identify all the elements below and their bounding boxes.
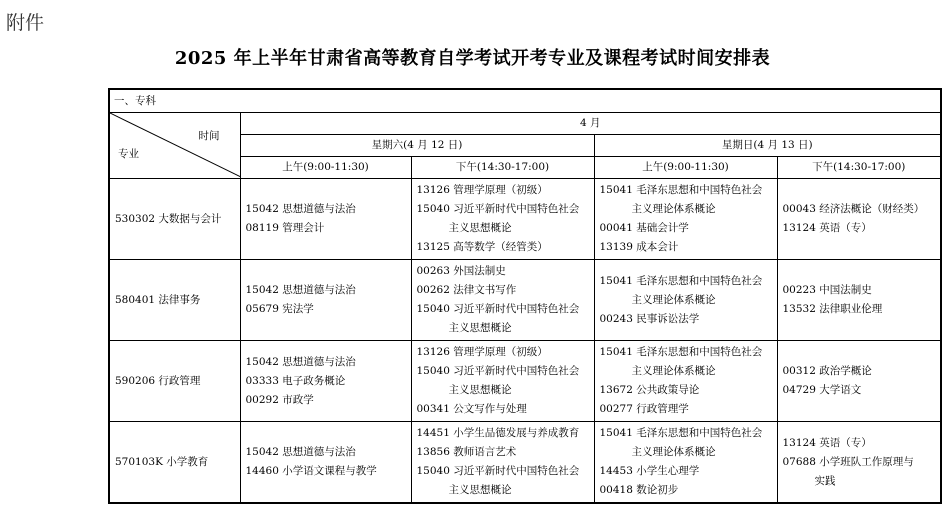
course-entry: 15041 毛泽东思想和中国特色社会 (599, 184, 763, 196)
course-entry: 主义思想概论 (448, 384, 512, 396)
course-entry: 00277 行政管理学 (599, 403, 689, 415)
table-row (109, 341, 941, 422)
major-name: 570103K 小学教育 (109, 422, 240, 504)
course-entry: 00043 经济法概论（财经类） (782, 203, 925, 215)
course-cell-sat-am (240, 260, 411, 341)
attachment-label: 附件 (6, 12, 45, 34)
course-entry: 15040 习近平新时代中国特色社会 (416, 465, 580, 477)
course-entry: 00041 基础会计学 (599, 222, 689, 234)
course-entry: 15041 毛泽东思想和中国特色社会 (599, 346, 763, 358)
month-header: 4 月 (240, 113, 941, 135)
course-entry: 00243 民事诉讼法学 (599, 312, 700, 325)
course-entry: 00292 市政学 (245, 393, 314, 406)
course-entry: 主义思想概论 (448, 322, 512, 334)
course-entry: 主义思想概论 (448, 222, 512, 234)
course-entry: 15041 毛泽东思想和中国特色社会 (599, 274, 763, 287)
course-entry: 主义理论体系概论 (631, 293, 716, 306)
course-entry: 15042 思想道德与法治 (245, 203, 356, 215)
slot-header-sat-pm: 下午(14:30-17:00) (411, 157, 594, 179)
course-entry: 04729 大学语文 (782, 384, 862, 396)
schedule-table (108, 88, 942, 504)
section-heading: 一、专科 (109, 89, 941, 113)
course-entry: 15041 毛泽东思想和中国特色社会 (599, 427, 763, 439)
course-cell-sat-pm (411, 422, 594, 504)
course-entry: 实践 (814, 474, 836, 487)
time-label: 时间 (198, 130, 220, 142)
course-entry: 00262 法律文书写作 (416, 284, 517, 296)
course-entry: 15040 习近平新时代中国特色社会 (416, 365, 580, 377)
course-entry: 主义理论体系概论 (631, 365, 716, 377)
course-cell-sun-pm (777, 422, 941, 504)
course-cell-sun-am (594, 260, 777, 341)
course-cell-sun-pm (777, 260, 941, 341)
course-cell-sun-am (594, 422, 777, 504)
major-label: 专业 (118, 148, 139, 160)
course-cell-sun-am (594, 179, 777, 260)
course-entry: 15042 思想道德与法治 (245, 284, 356, 296)
course-cell-sun-pm (777, 341, 941, 422)
table-row (109, 179, 941, 260)
course-entry: 00223 中国法制史 (782, 284, 872, 296)
course-entry: 13672 公共政策导论 (599, 384, 700, 396)
course-entry: 主义理论体系概论 (631, 446, 716, 458)
course-entry: 00263 外国法制史 (416, 265, 506, 277)
course-entry: 07688 小学班队工作原理与 (782, 455, 914, 468)
course-cell-sat-am (240, 422, 411, 504)
course-entry: 13532 法律职业伦理 (782, 303, 883, 315)
course-entry: 03333 电子政务概论 (245, 374, 346, 387)
course-entry: 13124 英语（专） (782, 222, 872, 234)
course-entry: 15040 习近平新时代中国特色社会 (416, 203, 580, 215)
course-cell-sat-am (240, 179, 411, 260)
course-entry: 15042 思想道德与法治 (245, 446, 356, 458)
table-row (109, 422, 941, 504)
course-entry: 08119 管理会计 (245, 222, 325, 234)
course-entry: 00418 数论初步 (599, 484, 679, 496)
course-entry: 13139 成本会计 (599, 241, 679, 253)
schedule-sheet (108, 88, 940, 500)
page-title: 2025 年上半年甘肃省高等教育自学考试开考专业及课程考试时间安排表 (174, 48, 771, 69)
course-entry: 14453 小学生心理学 (599, 465, 700, 477)
course-entry: 13125 高等数学（经管类） (416, 241, 548, 253)
course-entry: 13126 管理学原理（初级） (416, 346, 548, 358)
day-header-sunday: 星期日(4 月 13 日) (594, 135, 941, 157)
course-cell-sat-pm (411, 341, 594, 422)
major-name: 530302 大数据与会计 (109, 179, 240, 260)
course-entry: 主义思想概论 (448, 484, 512, 496)
course-entry: 13856 教师语言艺术 (416, 446, 517, 458)
slot-header-sun-pm: 下午(14:30-17:00) (777, 157, 941, 179)
course-entry: 00341 公文写作与处理 (416, 403, 527, 415)
major-name: 580401 法律事务 (109, 260, 240, 341)
table-row (109, 260, 941, 341)
course-entry: 13126 管理学原理（初级） (416, 184, 548, 196)
course-cell-sun-am (594, 341, 777, 422)
course-cell-sat-pm (411, 179, 594, 260)
course-entry: 13124 英语（专） (782, 436, 872, 449)
slot-header-sun-am: 上午(9:00-11:30) (594, 157, 777, 179)
course-entry: 14460 小学语文课程与教学 (245, 465, 377, 477)
course-entry: 05679 宪法学 (245, 303, 314, 315)
schedule-rows (109, 179, 941, 504)
corner-header (109, 113, 240, 179)
course-entry: 15042 思想道德与法治 (245, 355, 356, 368)
course-cell-sat-am (240, 341, 411, 422)
course-cell-sat-pm (411, 260, 594, 341)
major-name: 590206 行政管理 (109, 341, 240, 422)
course-cell-sun-pm (777, 179, 941, 260)
slot-header-sat-am: 上午(9:00-11:30) (240, 157, 411, 179)
course-entry: 00312 政治学概论 (782, 365, 872, 377)
course-entry: 14451 小学生品德发展与养成教育 (416, 427, 580, 439)
day-header-saturday: 星期六(4 月 12 日) (240, 135, 594, 157)
course-entry: 主义理论体系概论 (631, 203, 716, 215)
course-entry: 15040 习近平新时代中国特色社会 (416, 303, 580, 315)
